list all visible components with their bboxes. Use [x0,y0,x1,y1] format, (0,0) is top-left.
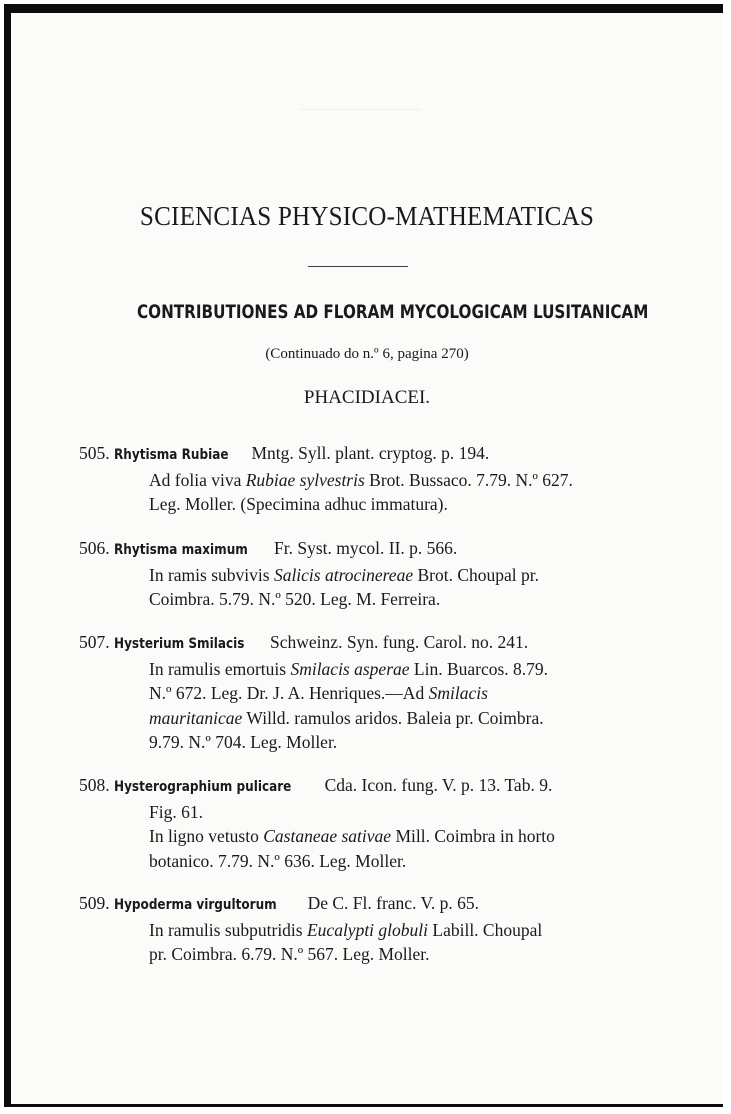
species-entry-506 [79,536,569,612]
section-heading: PHACIDIACEI. [303,387,431,408]
entry-figure: Fig. 61. [149,801,203,822]
host-name: Castaneae sativae [263,826,392,846]
host-name: mauritanicae [149,707,243,728]
entry-number: 506. [79,538,110,558]
host-name: Salicis atrocinereae [273,564,414,585]
host-name: Rubiae sylvestris [245,469,365,490]
entry-heading [79,891,569,918]
title-divider [308,266,408,267]
entry-collector: pr. Coimbra. 6.79. N.º 567. Leg. Moller. [149,944,430,964]
species-entry-507 [79,630,569,755]
taxon-name: Rhytisma maximum [114,542,248,558]
entry-number: 507. [79,632,110,652]
entry-locality: In ramulis subputridis Eucalypti globuli Labill. Choupal [149,919,543,940]
entry-collector-2: 9.79. N.º 704. Leg. Moller. [149,732,338,752]
species-entry-509 [79,891,569,967]
host-name: Eucalypti globuli [306,919,429,940]
species-entry-505 [79,441,573,517]
citation: Cda. Icon. fung. V. p. 13. Tab. 9. [324,775,553,795]
entry-locality: In ramulis emortuis Smilacis asperae Lin. Buarcos. 8.79. [149,658,549,679]
entry-collector: Coimbra. 5.79. N.º 520. Leg. M. Ferreira. [149,589,441,609]
bleed-through [301,109,421,124]
entry-heading [79,536,569,563]
taxon-name: Hysterographium pulicare [114,779,292,795]
entry-heading [79,630,569,657]
entry-collector: Leg. Moller. (Specimina adhuc immatura). [149,494,448,514]
entry-locality-2: mauritanicae Willd. ramulos aridos. Baleia pr. Coimbra. [149,707,544,728]
host-name: Smilacis asperae [290,658,410,679]
entry-collector: N.º 672. Leg. Dr. J. A. Henriques.—Ad Smilacis [149,683,488,703]
entry-heading [79,773,569,800]
species-entry-508 [79,773,569,873]
citation: Fr. Syst. mycol. II. p. 566. [274,538,458,558]
entry-number: 509. [79,893,110,913]
citation: De C. Fl. franc. V. p. 65. [307,893,480,913]
entry-number: 508. [79,775,110,795]
entry-collector: botanico. 7.79. N.º 636. Leg. Moller. [149,850,407,871]
taxon-name: Rhytisma Rubiae [114,447,229,463]
entry-locality: Ad folia viva Rubiae sylvestris Brot. Bussaco. 7.79. N.º 627. [149,469,573,490]
document-page [11,13,723,1104]
host-name: Smilacis [428,683,488,703]
citation: Schweinz. Syn. fung. Carol. no. 241. [270,632,529,652]
continuation-note: (Continuado do n.º 6, pagina 270) [265,346,469,362]
entry-heading [79,441,569,468]
article-title: CONTRIBUTIONES AD FLORAM MYCOLOGICAM LUSITANICAM [137,301,649,323]
citation: Mntg. Syll. plant. cryptog. p. 194. [251,443,490,463]
entry-locality: In ramis subvivis Salicis atrocinereae Brot. Choupal pr. [149,564,539,585]
entry-locality: In ligno vetusto Castaneae sativae Mill. Coimbra in horto [149,826,555,846]
taxon-name: Hysterium Smilacis [114,636,245,652]
taxon-name: Hypoderma virgultorum [114,897,277,913]
entry-number: 505. [79,443,110,463]
page-title: SCIENCIAS PHYSICO-MATHEMATICAS [139,201,595,231]
